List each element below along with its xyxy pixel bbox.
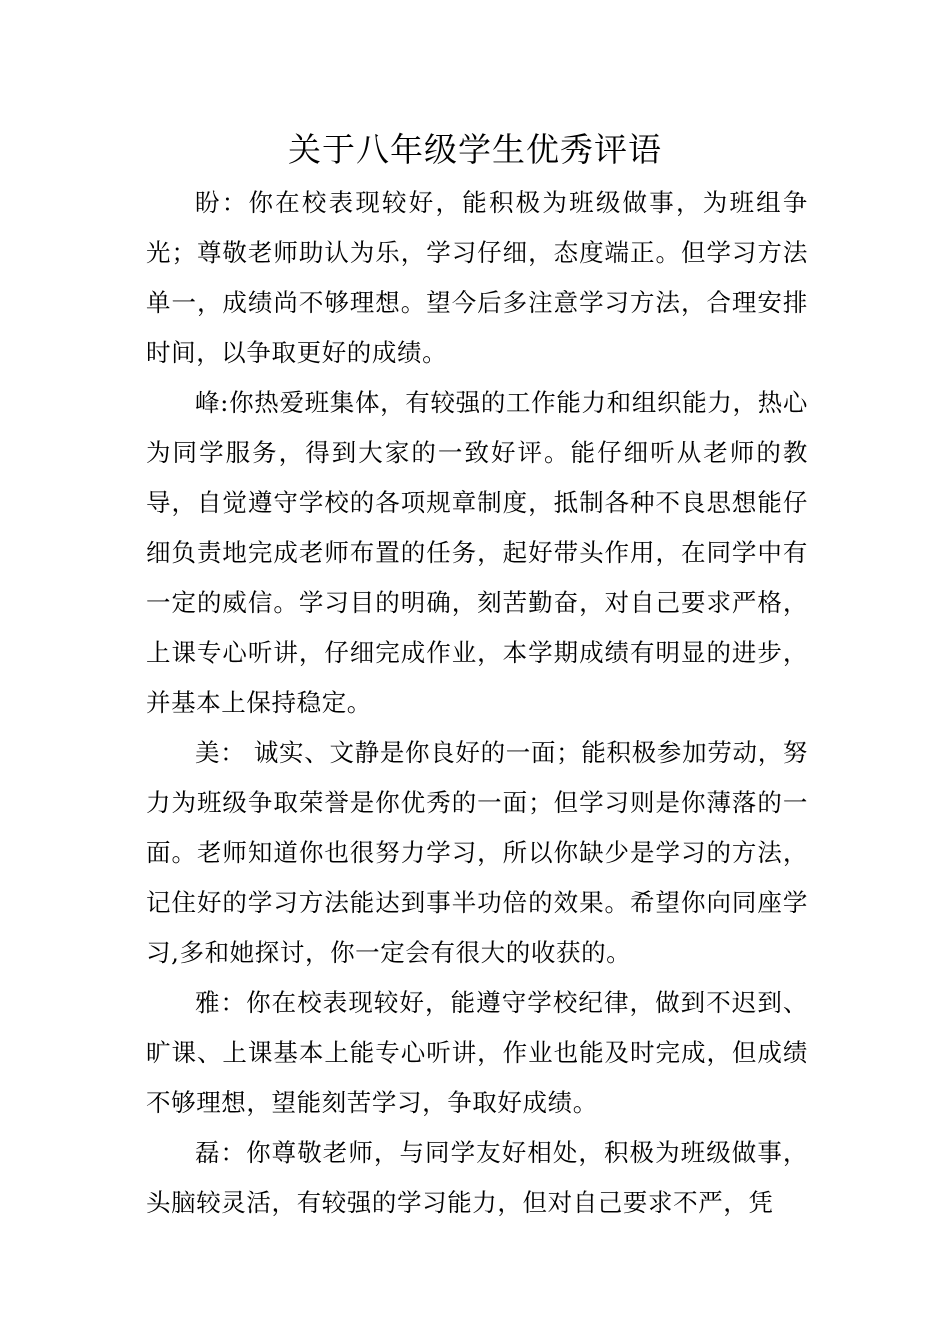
paragraph-lei: 磊：你尊敬老师，与同学友好相处，积极为班级做事，头脑较灵活，有较强的学习能力，但对自己要求不严，凭: [146, 1138, 808, 1217]
paragraph-ya: 雅：你在校表现较好，能遵守学校纪律，做到不迟到、旷课、上课基本上能专心听讲，作业也能及时完成，但成绩不够理想，望能刻苦学习，争取好成绩。: [146, 988, 808, 1117]
paragraph-mei: 美： 诚实、文静是你良好的一面；能积极参加劳动，努力为班级争取荣誉是你优秀的一面；但学习则是你薄落的一面。老师知道你也很努力学习，所以你缺少是学习的方法，记住好的学习方法能达到事半功倍的效果。希望你向同座学习,多和她探讨，你一定会有很大的收获的。: [146, 738, 808, 967]
document-body: [146, 178, 808, 1228]
paragraph-feng: 峰:你热爱班集体，有较强的工作能力和组织能力，热心为同学服务，得到大家的一致好评。能仔细听从老师的教导，自觉遵守学校的各项规章制度，抵制各种不良思想能仔细负责地完成老师布置的任务，起好带头作用，在同学中有一定的威信。学习目的明确，刻苦勤奋，对自己要求严格，上课专心听讲，仔细完成作业，本学期成绩有明显的进步，并基本上保持稳定。: [146, 388, 808, 717]
paragraph-pan: 盼：你在校表现较好，能积极为班级做事，为班组争光；尊敬老师助认为乐，学习仔细，态度端正。但学习方法单一，成绩尚不够理想。望今后多注意学习方法，合理安排时间，以争取更好的成绩。: [146, 188, 808, 367]
document-title: 关于八年级学生优秀评语: [288, 130, 662, 169]
